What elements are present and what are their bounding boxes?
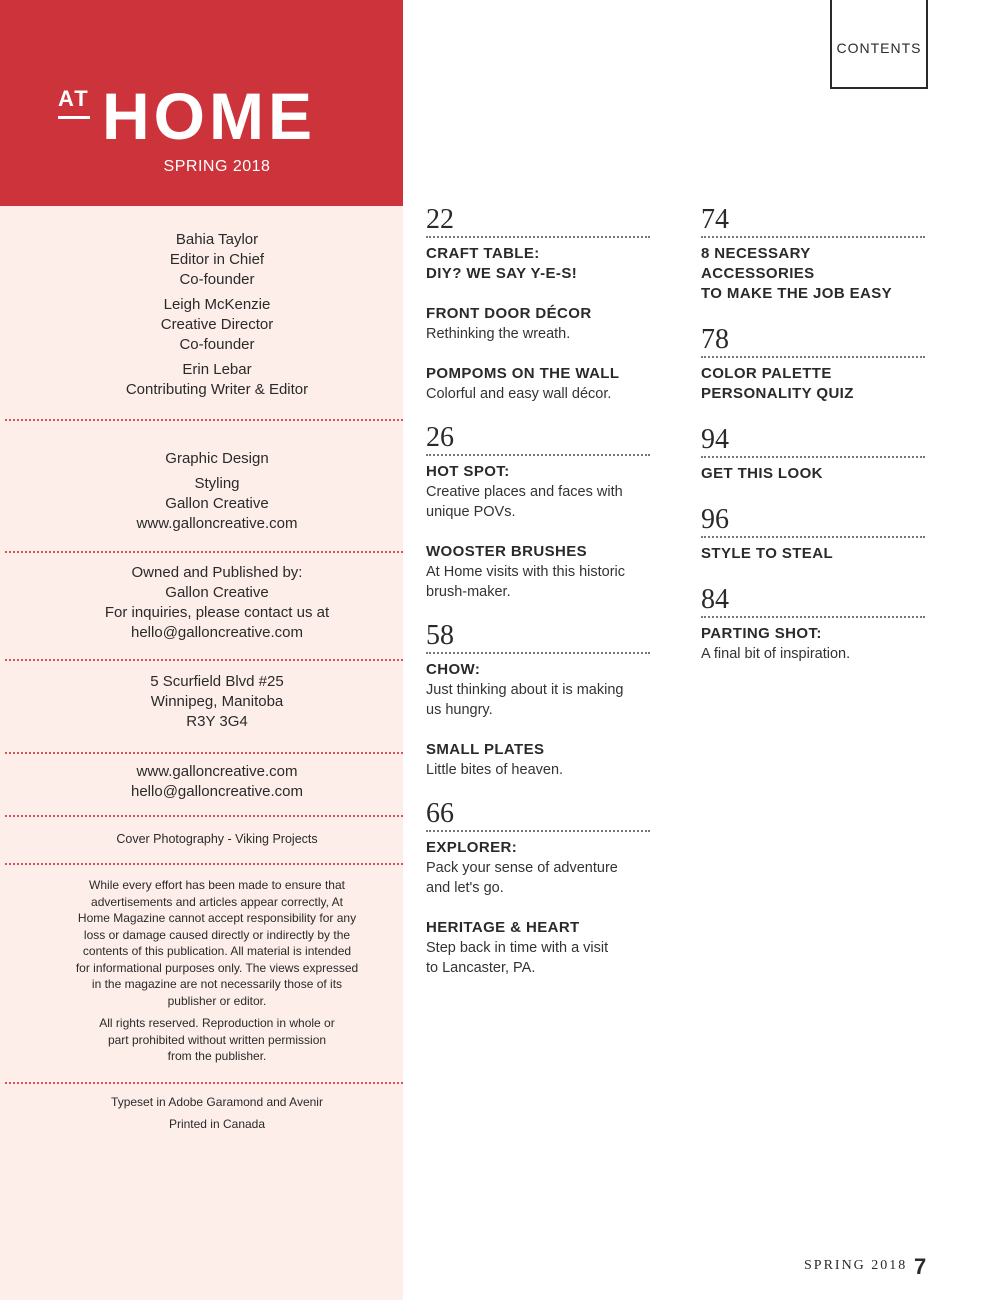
toc-section bbox=[701, 586, 925, 664]
disclaimer-line: for informational purposes only. The views expressed bbox=[75, 960, 359, 975]
contents-column-right bbox=[701, 206, 925, 664]
rights-line: part prohibited without written permission bbox=[107, 1032, 327, 1047]
contents-tab bbox=[830, 0, 928, 89]
toc-item-title: STYLE TO STEAL bbox=[701, 545, 834, 562]
toc-item-title: TO MAKE THE JOB EASY bbox=[701, 285, 893, 302]
staff-line: Leigh McKenzie bbox=[163, 296, 271, 313]
toc-page-number: 26 bbox=[426, 422, 454, 453]
publisher-line: For inquiries, please contact us at bbox=[104, 604, 330, 621]
website-link[interactable]: www.galloncreative.com bbox=[136, 763, 298, 780]
dotted-rule bbox=[426, 236, 650, 238]
page-number: 7 bbox=[914, 1254, 927, 1279]
toc-section bbox=[701, 506, 925, 564]
logo-at: AT bbox=[58, 88, 90, 119]
masthead bbox=[0, 0, 403, 206]
colophon bbox=[0, 1091, 434, 1135]
colophon-line: Typeset in Adobe Garamond and Avenir bbox=[111, 1095, 323, 1109]
toc-page-number: 22 bbox=[426, 204, 454, 235]
colophon-line: Printed in Canada bbox=[168, 1117, 266, 1131]
divider bbox=[5, 815, 403, 817]
toc-item[interactable] bbox=[426, 740, 650, 780]
dotted-rule bbox=[701, 536, 925, 538]
dotted-rule bbox=[701, 356, 925, 358]
dotted-rule bbox=[426, 652, 650, 654]
disclaimer-line: in the magazine are not necessarily those of its bbox=[91, 977, 343, 991]
toc-item-description: Rethinking the wreath. bbox=[426, 326, 571, 342]
email-link[interactable]: hello@galloncreative.com bbox=[131, 783, 303, 800]
divider bbox=[5, 752, 403, 754]
disclaimer-line: advertisements and articles appear correctly, At bbox=[91, 894, 343, 909]
toc-item[interactable] bbox=[426, 304, 650, 344]
toc-item-description: Pack your sense of adventure bbox=[426, 860, 618, 876]
toc-item-description: unique POVs. bbox=[426, 504, 516, 520]
staff-line: Erin Lebar bbox=[182, 361, 252, 378]
logo-home: HOME bbox=[102, 79, 316, 153]
staff-line: Editor in Chief bbox=[169, 251, 265, 268]
toc-item-title: WOOSTER BRUSHES bbox=[426, 543, 588, 560]
toc-section bbox=[426, 206, 650, 404]
toc-item[interactable] bbox=[701, 544, 925, 564]
toc-item-title: PARTING SHOT: bbox=[701, 625, 822, 642]
toc-section bbox=[701, 326, 925, 404]
dotted-rule bbox=[426, 830, 650, 832]
toc-item[interactable] bbox=[426, 660, 650, 720]
toc-item-description: brush-maker. bbox=[426, 584, 511, 600]
toc-item[interactable] bbox=[701, 364, 925, 404]
photo-credit: Cover Photography - Viking Projects bbox=[116, 832, 318, 846]
divider bbox=[5, 863, 403, 865]
rights-line: from the publisher. bbox=[167, 1049, 267, 1063]
toc-section bbox=[426, 800, 650, 978]
toc-item-title: EXPLORER: bbox=[426, 839, 518, 856]
toc-item[interactable] bbox=[701, 464, 925, 484]
toc-item-title: FRONT DOOR DÉCOR bbox=[426, 305, 592, 322]
toc-item-description: At Home visits with this historic bbox=[426, 564, 626, 580]
design-line: Gallon Creative bbox=[165, 495, 269, 512]
dotted-rule bbox=[701, 456, 925, 458]
disclaimer-line: Home Magazine cannot accept responsibility for any bbox=[77, 911, 357, 925]
design-line: Styling bbox=[194, 475, 240, 492]
design-line: Graphic Design bbox=[165, 450, 269, 467]
toc-page-number: 78 bbox=[701, 324, 729, 355]
toc-item[interactable] bbox=[426, 462, 650, 522]
toc-item-title: POMPOMS ON THE WALL bbox=[426, 365, 620, 382]
toc-item-description: Step back in time with a visit bbox=[426, 940, 609, 956]
toc-page-number: 84 bbox=[701, 584, 729, 615]
rights-line: All rights reserved. Reproduction in whole or bbox=[99, 1016, 335, 1030]
publisher-line: Owned and Published by: bbox=[131, 564, 303, 581]
toc-item-description: and let's go. bbox=[426, 880, 504, 896]
contact-info bbox=[0, 762, 434, 802]
toc-section bbox=[701, 426, 925, 484]
divider bbox=[5, 659, 403, 661]
toc-item[interactable] bbox=[701, 624, 925, 664]
toc-item-description: Creative places and faces with bbox=[426, 484, 623, 500]
design-line: www.galloncreative.com bbox=[136, 515, 298, 532]
toc-item-description: A final bit of inspiration. bbox=[701, 646, 851, 662]
dotted-rule bbox=[701, 236, 925, 238]
toc-item[interactable] bbox=[426, 542, 650, 602]
staff-line: Creative Director bbox=[160, 316, 274, 333]
disclaimer bbox=[0, 877, 434, 1065]
toc-item-description: Colorful and easy wall décor. bbox=[426, 386, 612, 402]
toc-item-description: to Lancaster, PA. bbox=[426, 960, 536, 976]
toc-page-number: 96 bbox=[701, 504, 729, 535]
toc-item-title: COLOR PALETTE bbox=[701, 365, 832, 382]
dotted-rule bbox=[426, 454, 650, 456]
toc-item-title: HERITAGE & HEART bbox=[426, 919, 580, 936]
toc-item[interactable] bbox=[426, 244, 650, 284]
design-credits bbox=[0, 449, 434, 534]
disclaimer-line: publisher or editor. bbox=[167, 993, 267, 1008]
toc-item[interactable] bbox=[426, 918, 650, 978]
footer-issue: SPRING 2018 bbox=[804, 1258, 908, 1273]
toc-page-number: 66 bbox=[426, 798, 454, 829]
contents-column-left bbox=[426, 206, 650, 978]
toc-page-number: 74 bbox=[701, 204, 729, 235]
toc-section bbox=[426, 424, 650, 602]
publisher-line: hello@galloncreative.com bbox=[131, 624, 303, 641]
address-line: Winnipeg, Manitoba bbox=[150, 693, 284, 710]
toc-item-description: Little bites of heaven. bbox=[426, 762, 564, 778]
publisher-line: Gallon Creative bbox=[165, 584, 269, 601]
staff-line: Bahia Taylor bbox=[175, 231, 259, 248]
toc-item-description: us hungry. bbox=[426, 702, 493, 718]
toc-item-title: CHOW: bbox=[426, 661, 481, 678]
toc-item-description: Just thinking about it is making bbox=[426, 682, 624, 698]
publisher-info bbox=[0, 563, 434, 643]
toc-page-number: 58 bbox=[426, 620, 454, 651]
staff-line: Contributing Writer & Editor bbox=[125, 381, 309, 398]
toc-item-title: PERSONALITY QUIZ bbox=[701, 385, 854, 402]
toc-section bbox=[701, 206, 925, 304]
disclaimer-line: While every effort has been made to ensure that bbox=[89, 878, 345, 892]
staff-line: Co-founder bbox=[179, 271, 255, 288]
toc-item-title: SMALL PLATES bbox=[426, 741, 545, 758]
address-line: R3Y 3G4 bbox=[186, 713, 248, 730]
toc-item-title: GET THIS LOOK bbox=[701, 465, 823, 482]
toc-page-number: 94 bbox=[701, 424, 729, 455]
disclaimer-line: loss or damage caused directly or indirectly by the bbox=[83, 927, 351, 942]
toc-item[interactable] bbox=[701, 244, 925, 304]
contents-label: CONTENTS bbox=[836, 40, 922, 56]
toc-item[interactable] bbox=[426, 838, 650, 898]
address-line: 5 Scurfield Blvd #25 bbox=[150, 673, 284, 690]
divider bbox=[5, 419, 403, 421]
issue-date: SPRING 2018 bbox=[163, 158, 271, 175]
staff-credits bbox=[0, 230, 434, 400]
toc-item-title: CRAFT TABLE: bbox=[426, 245, 540, 262]
dotted-rule bbox=[701, 616, 925, 618]
toc-section bbox=[426, 622, 650, 780]
toc-item[interactable] bbox=[426, 364, 650, 404]
toc-item-title: DIY? WE SAY Y-E-S! bbox=[426, 265, 578, 282]
divider bbox=[5, 551, 403, 553]
disclaimer-line: contents of this publication. All material is intended bbox=[82, 944, 352, 958]
staff-line: Co-founder bbox=[179, 336, 255, 353]
address bbox=[0, 672, 434, 732]
toc-item-title: 8 NECESSARY ACCESSORIES bbox=[701, 245, 815, 282]
toc-item-title: HOT SPOT: bbox=[426, 463, 510, 480]
divider bbox=[5, 1082, 403, 1084]
